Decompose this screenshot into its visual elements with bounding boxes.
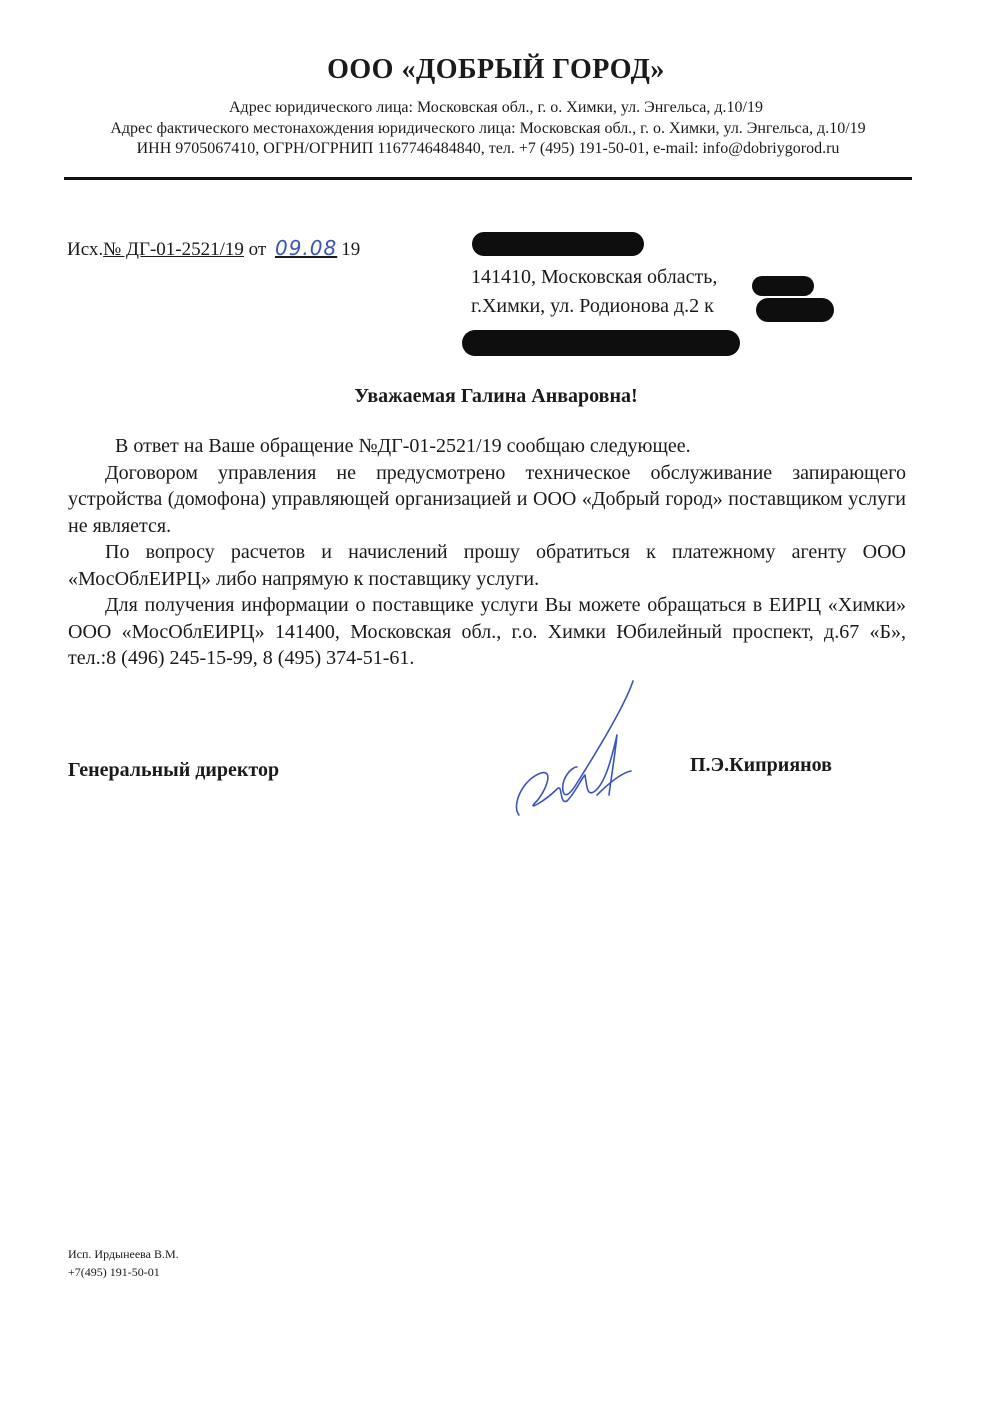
redacted-recipient-name	[472, 232, 644, 256]
outgoing-from: от	[248, 239, 267, 260]
outgoing-number: № ДГ-01-2521/19	[103, 239, 244, 260]
handwritten-date: 09.08	[274, 236, 338, 260]
header-divider	[64, 177, 912, 180]
body-paragraph: По вопросу расчетов и начислений прошу обратиться к платежному агенту ООО «МосОблЕИРЦ» либо напрямую к поставщику услуги.	[68, 541, 906, 590]
executor-phone: +7(495) 191-50-01	[68, 1265, 160, 1279]
outgoing-prefix: Исх.	[67, 239, 104, 260]
redacted-address-line4	[462, 330, 740, 356]
outgoing-reference	[67, 236, 360, 261]
organization-title: ООО «ДОБРЫЙ ГОРОД»	[327, 54, 665, 85]
body-paragraph: Для получения информации о поставщике услуги Вы можете обращаться в ЕИРЦ «Химки» ООО «МосОблЕИРЦ» 141400, Московская обл., г.о. Химки Юбилейный проспект, д.67 «Б», тел.:8 (496) 245-15-99, 8 (495) 374-51-61.	[68, 594, 906, 669]
recipient-address-line3: г.Химки, ул. Родионова д.2 к	[471, 295, 714, 317]
letter-body	[68, 433, 906, 672]
handwritten-signature	[505, 675, 675, 825]
body-paragraph: В ответ на Ваше обращение №ДГ-01-2521/19 сообщаю следующее.	[115, 435, 691, 457]
outgoing-year: 19	[341, 239, 361, 260]
body-paragraph: Договором управления не предусмотрено техническое обслуживание запирающего устройства (домофона) управляющей организацией и ООО «Добрый город» поставщиком услуги не является.	[68, 461, 906, 537]
recipient-address-line2: 141410, Московская область,	[471, 266, 718, 288]
signatory-role: Генеральный директор	[68, 759, 280, 781]
actual-address: Адрес фактического местонахождения юридического лица: Московская обл., г. о. Химки, ул. Энгельса, д.10/19	[110, 120, 866, 137]
executor-name: Исп. Ирдынеева В.М.	[68, 1247, 179, 1261]
signatory-name: П.Э.Киприянов	[690, 754, 832, 776]
registration-details: ИНН 9705067410, ОГРН/ОГРНИП 1167746484840, тел. +7 (495) 191-50-01, e-mail: info@dobriygorod.ru	[136, 140, 840, 157]
greeting: Уважаемая Галина Анваровна!	[354, 385, 638, 407]
legal-address: Адрес юридического лица: Московская обл., г. о. Химки, ул. Энгельса, д.10/19	[229, 99, 763, 116]
redacted-address-fragment	[752, 276, 814, 296]
redacted-address-fragment	[756, 298, 834, 322]
